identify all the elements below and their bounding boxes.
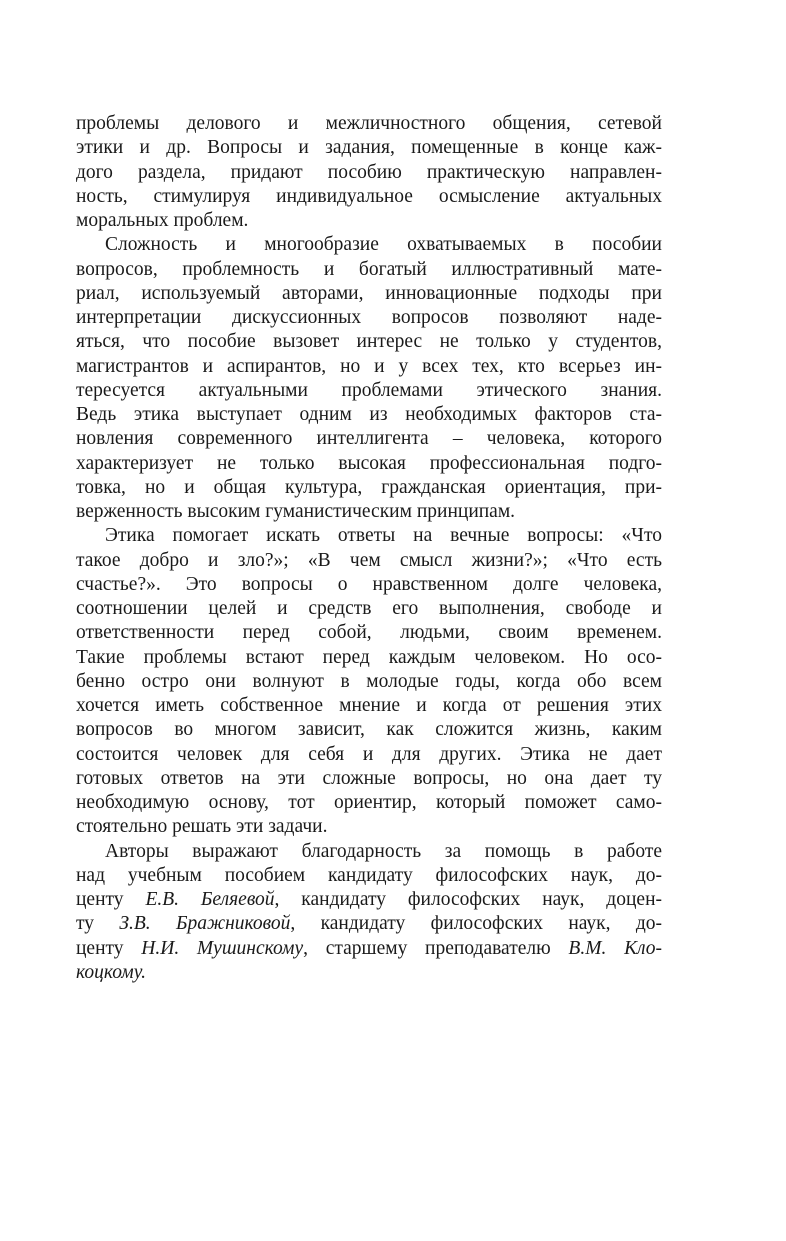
text-line: товка, но и общая культура, гражданская ориентация, при- — [76, 476, 662, 498]
document-page — [76, 112, 662, 985]
text-fragment: центу — [76, 937, 142, 959]
text-fragment: , кандидату философских наук, до- — [290, 913, 663, 935]
text-line: новления современного интеллигента – человека, которого — [76, 428, 662, 450]
text-line: Этика помогает искать ответы на вечные вопросы: «Что — [105, 525, 662, 547]
text-line — [76, 961, 662, 985]
text-line: ность, стимулируя индивидуальное осмысление актуальных — [76, 185, 662, 207]
text-line: над учебным пособием кандидату философских наук, до- — [76, 864, 662, 886]
text-line: вопросов во многом зависит, как сложится жизнь, каким — [76, 719, 662, 741]
text-line: Такие проблемы встают перед каждым человеком. Но осо- — [76, 646, 662, 668]
text-line: необходимую основу, тот ориентир, который поможет само- — [76, 792, 662, 813]
text-line: интерпретации дискуссионных вопросов позволяют наде- — [76, 307, 662, 328]
person-name: Е.В. Беляевой — [145, 889, 275, 910]
paragraph-4-acknowledgements — [76, 840, 662, 986]
text-line: готовых ответов на эти сложные вопросы, но она дает ту — [76, 767, 662, 789]
text-line: Ведь этика выступает одним из необходимых факторов ста- — [76, 404, 662, 425]
text-line: бенно остро они волнуют в молодые годы, когда обо всем — [76, 670, 662, 692]
text-line: ответственности перед собой, людьми, своим временем. — [76, 622, 662, 644]
text-line: верженность высоким гуманистическим принципам. — [76, 501, 516, 522]
text-line: тересуется актуальными проблемами этического знания. — [76, 379, 662, 401]
paragraph-3 — [76, 524, 662, 839]
person-name: коцкому. — [76, 961, 147, 983]
person-name: Н.И. Мушинскому — [141, 937, 304, 959]
text-line: проблемы делового и межличностного общения, сетевой — [76, 113, 662, 134]
text-fragment: , кандидату философских наук, доцен- — [274, 889, 662, 910]
person-name: З.В. Бражниковой — [119, 913, 291, 935]
text-line: вопросов, проблемность и богатый иллюстративный мате- — [76, 258, 662, 280]
text-line: стоятельно решать эти задачи. — [76, 816, 328, 838]
text-line: Сложность и многообразие охватываемых в пособии — [105, 234, 662, 256]
text-line: дого раздела, придают пособию практическую направлен- — [76, 161, 662, 183]
text-line: моральных проблем. — [76, 210, 249, 231]
text-line: Авторы выражают благодарность за помощь в работе — [105, 840, 662, 862]
text-line: риал, используемый авторами, инновационные подходы при — [76, 282, 662, 304]
text-line: состоится человек для себя и для других. Этика не дает — [76, 743, 662, 765]
paragraph-1 — [76, 112, 662, 233]
text-line — [76, 937, 662, 961]
text-line — [76, 888, 662, 912]
text-line: хочется иметь собственное мнение и когда от решения этих — [76, 695, 662, 716]
text-line: магистрантов и аспирантов, но и у всех тех, кто всерьез ин- — [76, 355, 662, 377]
text-line: такое добро и зло?»; «В чем смысл жизни?»; «Что есть — [76, 549, 662, 571]
text-fragment: центу — [76, 889, 146, 910]
paragraph-2 — [76, 233, 662, 524]
text-line: этики и др. Вопросы и задания, помещенные в конце каж- — [76, 137, 662, 159]
text-line: соотношении целей и средств его выполнения, свободе и — [76, 598, 662, 619]
text-line — [76, 912, 662, 936]
person-name: В.М. Кло- — [568, 937, 662, 959]
text-line: яться, что пособие вызовет интерес не только у студентов, — [76, 331, 662, 353]
text-fragment: ту — [76, 913, 120, 935]
text-fragment: , старшему преподавателю — [303, 937, 569, 959]
text-line: счастье?». Это вопросы о нравственном долге человека, — [76, 573, 662, 595]
text-line: характеризует не только высокая профессиональная подго- — [76, 452, 662, 474]
